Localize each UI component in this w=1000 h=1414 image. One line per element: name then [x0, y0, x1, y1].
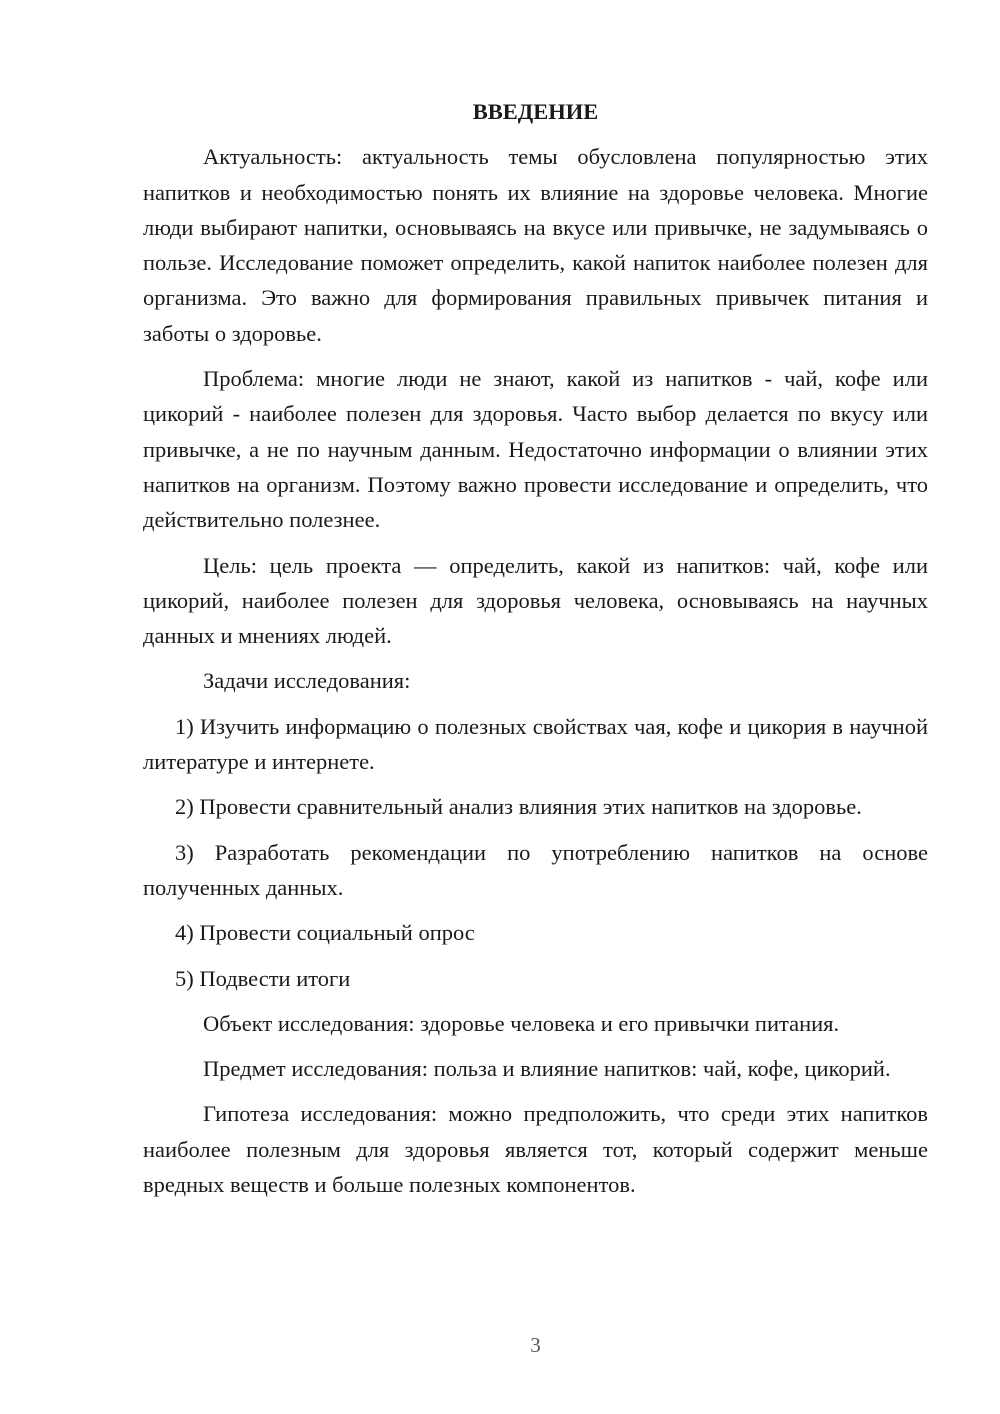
page-content — [143, 94, 928, 1202]
paragraph-problem: Проблема: многие люди не знают, какой из напитков - чай, кофе или цикорий - наиболее полезен для здоровья. Часто выбор делается по вкусу или привычке, а не по научным данным. Недостаточно информации о влиянии этих напитков на организм. Поэтому важно провести исследование и определить, что действительно полезнее. — [143, 366, 928, 533]
task-item-2: 2) Провести сравнительный анализ влияния этих напитков на здоровье. — [175, 794, 862, 820]
task-item-4: 4) Провести социальный опрос — [175, 920, 475, 946]
paragraph-goal: Цель: цель проекта — определить, какой из напитков: чай, кофе или цикорий, наиболее полезен для здоровья человека, основываясь на научных данных и мнениях людей. — [143, 552, 928, 649]
task-item-1: 1) Изучить информацию о полезных свойствах чая, кофе и цикория в научной литературе и интернете. — [143, 713, 928, 775]
paragraph-hypothesis: Гипотеза исследования: можно предположить, что среди этих напитков наиболее полезным для здоровья является тот, который содержит меньше вредных веществ и больше полезных компонентов. — [143, 1101, 928, 1198]
task-item-3: 3) Разработать рекомендации по употреблению напитков на основе полученных данных. — [143, 839, 928, 900]
paragraph-object: Объект исследования: здоровье человека и его привычки питания. — [203, 1010, 840, 1036]
paragraph-subject: Предмет исследования: польза и влияние напитков: чай, кофе, цикорий. — [203, 1056, 891, 1082]
page-number: 3 — [530, 1333, 541, 1357]
paragraph-relevance: Актуальность: актуальность темы обусловлена популярностью этих напитков и необходимостью понять их влияние на здоровье человека. Многие люди выбирают напитки, основываясь на вкусе или привычке, не задумываясь о пользе. Исследование поможет определить, какой напиток наиболее полезен для организма. Это важно для формирования правильных привычек питания и заботы о здоровье. — [143, 144, 928, 346]
page-title: ВВЕДЕНИЕ — [472, 99, 599, 124]
task-item-5: 5) Подвести итоги — [175, 965, 351, 991]
paragraph-tasks-heading: Задачи исследования: — [203, 668, 411, 694]
